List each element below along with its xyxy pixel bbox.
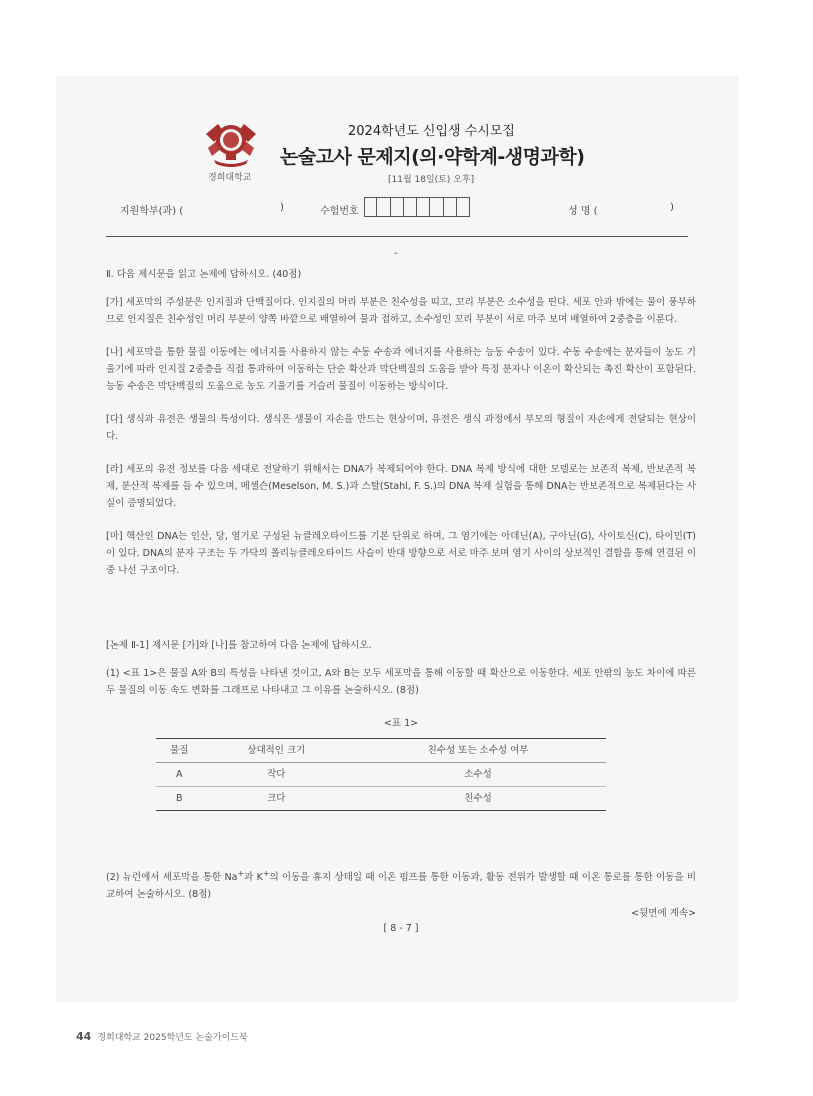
sub-question-1: (1) <표 1>은 물질 A와 B의 특성을 나타낸 것이고, A와 B는 모두 세포막을 통해 이동할 때 확산으로 이동한다. 세포 안팎의 농도 차이에 따른 두 물질의 이동 속도 변화를 그래프로 나타내고 그 이유를 논술하시오. (8점) (106, 668, 696, 696)
ion-charge-sup: + (262, 869, 270, 878)
exam-header (106, 116, 696, 186)
page-number: [ 8 - 7 ] (383, 923, 419, 935)
ion-charge-sup: + (237, 869, 245, 878)
passage-da: [다] 생식과 유전은 생물의 특성이다. 생식은 생물이 자손을 만드는 현상이며, 유전은 생식 과정에서 부모의 형질이 자손에게 전달되는 현상이다. (106, 414, 696, 442)
university-name: 경희대학교 (208, 173, 252, 183)
exam-date: [11월 18일(토) 오후] (388, 175, 475, 185)
exam-number-box (364, 197, 377, 217)
sub-question-2-part: 의 이동을 휴지 상태일 때 이온 펌프를 통한 이동과, 활동 전위가 발생할 때 이온 통로를 통한 이동을 비교하여 논술하시오. (8점) (106, 872, 697, 901)
exam-number-box (391, 197, 404, 217)
exam-number-box (444, 197, 457, 217)
table-cell: 크다 (203, 787, 350, 811)
exam-number-box (417, 197, 430, 217)
sub-question-heading: [논제 Ⅱ-1] 제시문 [가]와 [나]를 참고하여 다음 논제에 답하시오. (106, 640, 372, 651)
department-field-close: ) (280, 202, 284, 213)
table-header-cell: 물질 (156, 739, 203, 763)
table-header-cell: 친수성 또는 소수성 여부 (350, 739, 606, 763)
sub-question-2-part: (2) 뉴런에서 세포막을 통한 Na (106, 872, 238, 884)
book-footer (76, 1030, 248, 1043)
table-row (156, 763, 606, 787)
dash-mark: - (394, 248, 398, 259)
exam-number-box (404, 197, 417, 217)
exam-title: 논술고사 문제지(의·약학계-생명과학) (280, 146, 585, 168)
name-label: 성 명 ( (568, 206, 598, 217)
table-cell: B (156, 787, 203, 811)
passage-ra: [라] 세포의 유전 정보를 다음 세대로 전달하기 위해서는 DNA가 복제되어야 한다. DNA 복제 방식에 대한 모델로는 보존적 복제, 반보존적 복제, 분산적 복제를 들 수 있으며, 메셀슨(Meselson, M. S.)과 스탈(Stahl, F. S.)의 DNA 복제 실험을 통해 DNA는 반보존적으로 복제된다는 사실이 증명되었다. (106, 464, 696, 509)
footer-page-number: 44 (76, 1030, 92, 1043)
table-row (156, 787, 606, 811)
footer-title: 경희대학교 2025학년도 논술가이드북 (97, 1033, 248, 1043)
exam-number-box (377, 197, 390, 217)
applicant-info-row (106, 197, 696, 219)
table-cell: 소수성 (350, 763, 606, 787)
passage-ma: [마] 핵산인 DNA는 인산, 당, 염기로 구성된 뉴클레오타이드를 기본 단위로 하며, 그 염기에는 아데닌(A), 구아닌(G), 사이토신(C), 타이민(T)이 있다. DNA의 분자 구조는 두 가닥의 폴리뉴클레오타이드 사슬이 반대 방향으로 서로 마주 보며 염기 사이의 상보적인 결합을 통해 연결된 이중 나선 구조이다. (106, 531, 696, 576)
exam-number-box (457, 197, 470, 217)
table-cell: 작다 (203, 763, 350, 787)
passage-na: [나] 세포막을 통한 물질 이동에는 에너지를 사용하지 않는 수동 수송과 에너지를 사용하는 능동 수송이 있다. 수동 수송에는 분자들이 농도 기울기에 따라 인지질 2중층을 직접 통과하여 이동하는 단순 확산과 막단백질의 도움을 받아 특정 분자나 이온이 확산되는 촉진 확산이 포함된다. 능동 수송은 막단백질의 도움으로 농도 기울기를 거슬러 물질이 이동하는 방식이다. (106, 347, 696, 392)
sub-question-2-part: 과 K (244, 872, 263, 884)
table-caption: <표 1> (383, 718, 419, 729)
exam-number-boxes (364, 197, 470, 217)
exam-number-label: 수험번호 (320, 206, 359, 217)
passage-ga: [가] 세포막의 주성분은 인지질과 단백질이다. 인지질의 머리 부분은 친수성을 띠고, 꼬리 부분은 소수성을 띤다. 세포 안과 밖에는 물이 풍부하므로 인지질은 친수성인 머리 부분이 양쪽 바깥으로 배열하여 물과 접하고, 소수성인 꼬리 부분이 서로 마주 보며 배열하여 2중층을 이룬다. (106, 297, 696, 325)
department-label: 지원학부(과) ( (120, 206, 184, 217)
year-title: 2024학년도 신입생 수시모집 (348, 124, 515, 139)
question-heading: Ⅱ. 다음 제시문을 읽고 논제에 답하시오. (40점) (106, 269, 302, 280)
name-field-close: ) (670, 202, 674, 213)
substance-table (156, 738, 606, 811)
header-divider (106, 236, 688, 237)
continue-note: <뒷면에 계속> (631, 908, 696, 920)
exam-body (106, 266, 696, 937)
table-cell: A (156, 763, 203, 787)
table-header-cell: 상대적인 크기 (203, 739, 350, 763)
table-header-row (156, 739, 606, 763)
university-seal-icon (204, 118, 258, 168)
table-cell: 친수성 (350, 787, 606, 811)
exam-sheet (56, 76, 738, 1002)
exam-number-box (430, 197, 443, 217)
sub-question-2 (106, 865, 696, 903)
